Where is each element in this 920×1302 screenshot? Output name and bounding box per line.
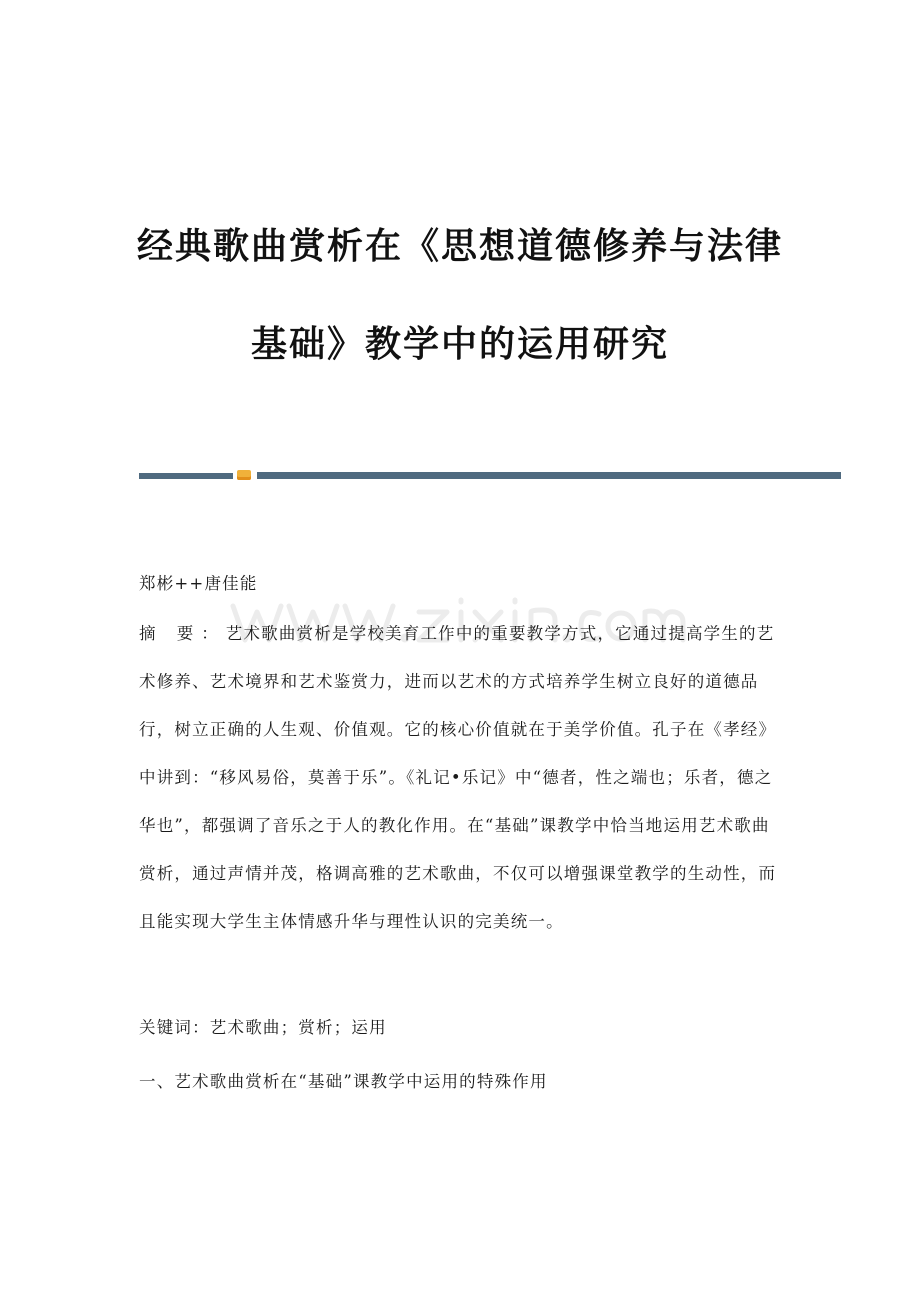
document-title-line-1: 经典歌曲赏析在《思想道德修养与法律 [136,226,783,267]
author-line: 郑彬++唐佳能 [139,574,258,593]
document-title-line-2: 基础》教学中的运用研究 [250,324,669,365]
abstract-text: 艺术歌曲赏析是学校美育工作中的重要教学方式，它通过提高学生的艺术修养、艺术境界和艺术鉴赏力，进而以艺术的方式培养学生树立良好的道德品行，树立正确的人生观、价值观。它的核心价值就在于美学价值。孔子在《孝经》中讲到：“移风易俗，莫善于乐”。《礼记•乐记》中“德者，性之端也；乐者，德之华也”，都强调了音乐之于人的教化作用。在“基础”课教学中恰当地运用艺术歌曲赏析，通过声情并茂，格调高雅的艺术歌曲，不仅可以增强课堂教学的生动性，而且能实现大学生主体情感升华与理性认识的完美统一。 [139,624,777,931]
divider-ornament-icon [237,470,251,480]
abstract-label: 摘 要： [139,624,226,643]
section-heading: 一、艺术歌曲赏析在“基础”课教学中运用的特殊作用 [139,1072,548,1091]
divider-bar-left [139,473,233,479]
divider-bar-right [257,472,841,479]
title-divider [139,470,841,480]
abstract-paragraph [139,610,784,946]
keywords-line: 关键词：艺术歌曲；赏析；运用 [139,1018,387,1037]
